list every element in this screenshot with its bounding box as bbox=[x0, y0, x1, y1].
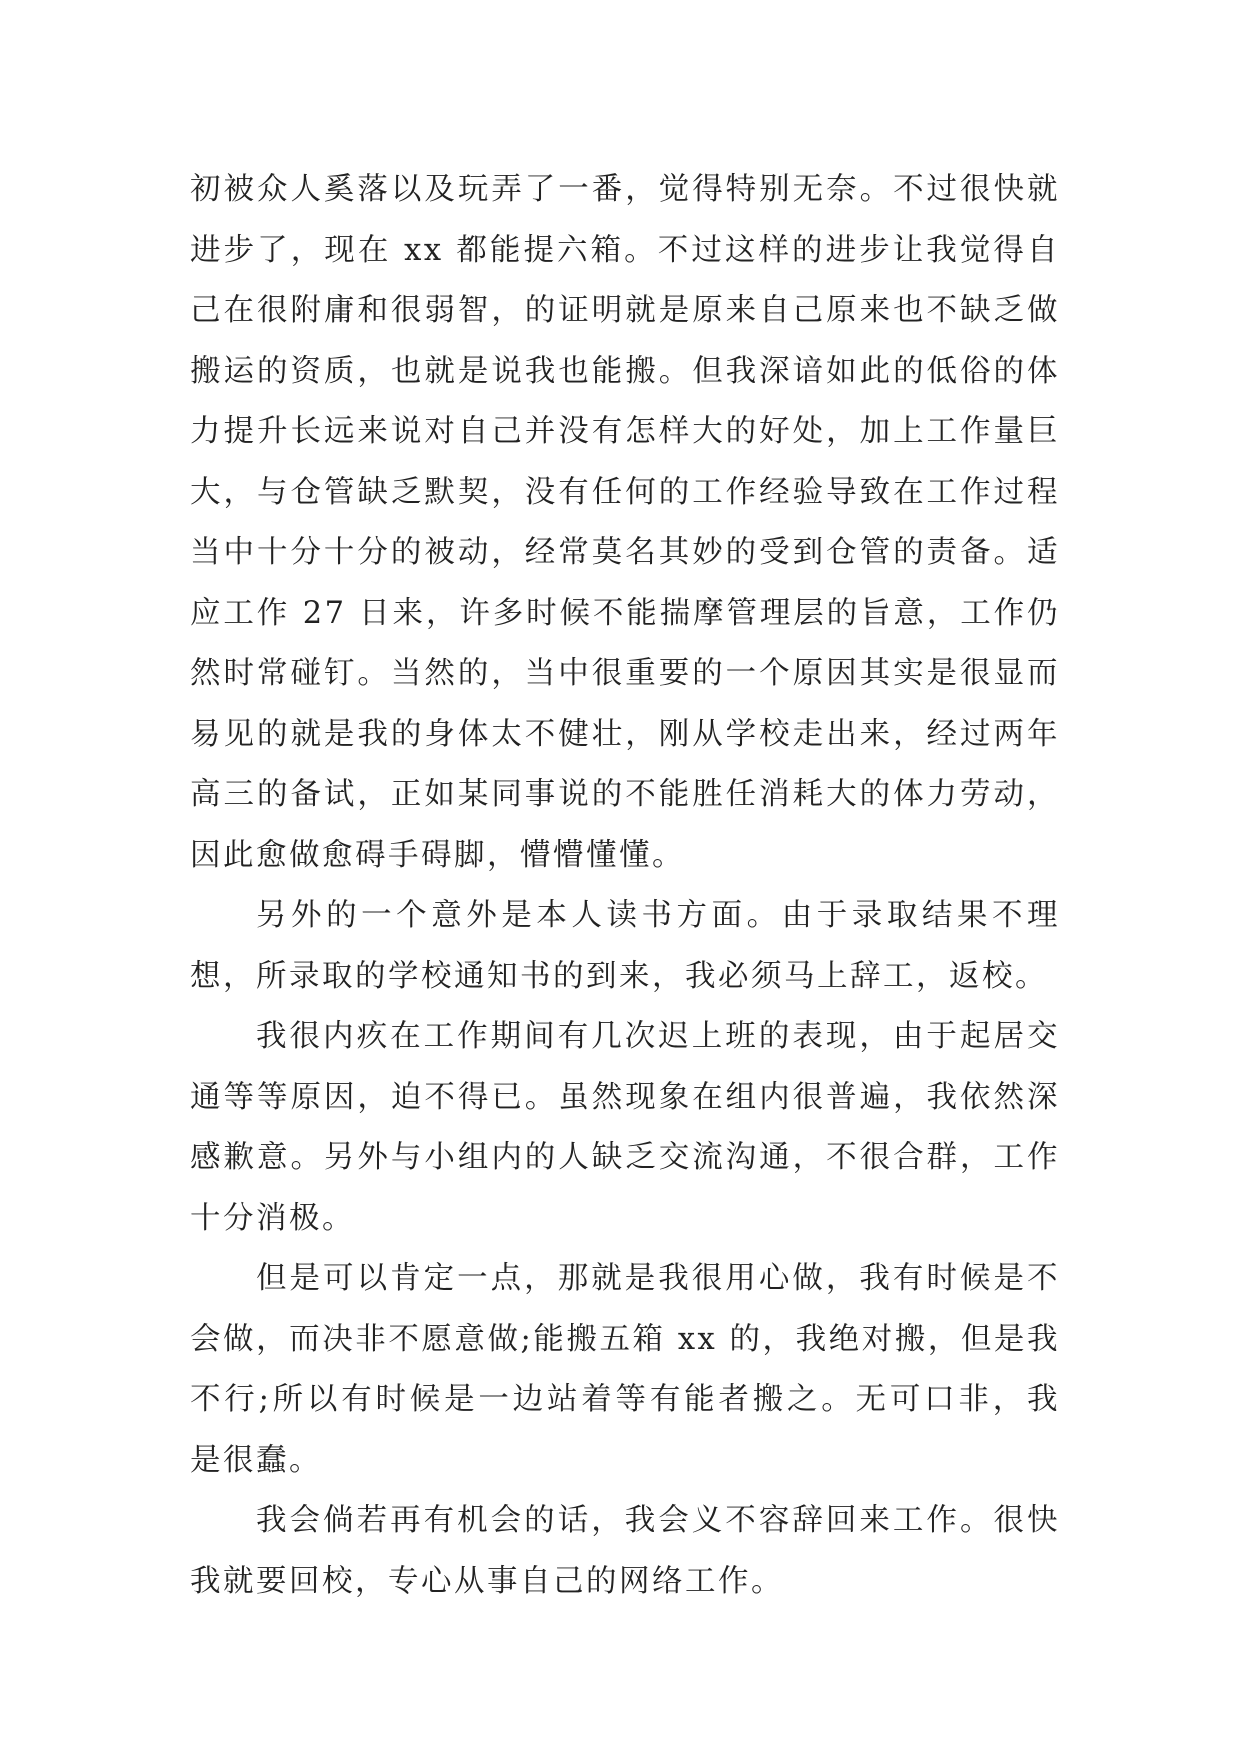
paragraph-3: 我很内疚在工作期间有几次迟上班的表现，由于起居交通等等原因，迫不得已。虽然现象在组内很普遍，我依然深感歉意。另外与小组内的人缺乏交流沟通，不很合群，工作十分消极。 bbox=[190, 1019, 1060, 1236]
paragraph-2: 另外的一个意外是本人读书方面。由于录取结果不理想，所录取的学校通知书的到来，我必须马上辞工，返校。 bbox=[190, 898, 1060, 994]
body-text bbox=[190, 160, 1060, 1612]
paragraph-4: 但是可以肯定一点，那就是我很用心做，我有时候是不会做，而决非不愿意做;能搬五箱 xx 的，我绝对搬，但是我不行;所以有时候是一边站着等有能者搬之。无可口非，我是很蠢。 bbox=[190, 1261, 1060, 1478]
paragraph-5: 我会倘若再有机会的话，我会义不容辞回来工作。很快我就要回校，专心从事自己的网络工作。 bbox=[190, 1503, 1060, 1599]
paragraph-1: 初被众人奚落以及玩弄了一番，觉得特别无奈。不过很快就进步了，现在 xx 都能提六箱。不过这样的进步让我觉得自己在很附庸和很弱智，的证明就是原来自己原来也不缺乏做搬运的资质，也就是说我也能搬。但我深谙如此的低俗的体力提升长远来说对自己并没有怎样大的好处，加上工作量巨大，与仓管缺乏默契，没有任何的工作经验导致在工作过程当中十分十分的被动，经常莫名其妙的受到仓管的责备。适应工作 27 日来，许多时候不能揣摩管理层的旨意，工作仍然时常碰钉。当然的，当中很重要的一个原因其实是很显而易见的就是我的身体太不健壮，刚从学校走出来，经过两年高三的备试，正如某同事说的不能胜任消耗大的体力劳动，因此愈做愈碍手碍脚，懵懵懂懂。 bbox=[190, 172, 1060, 873]
